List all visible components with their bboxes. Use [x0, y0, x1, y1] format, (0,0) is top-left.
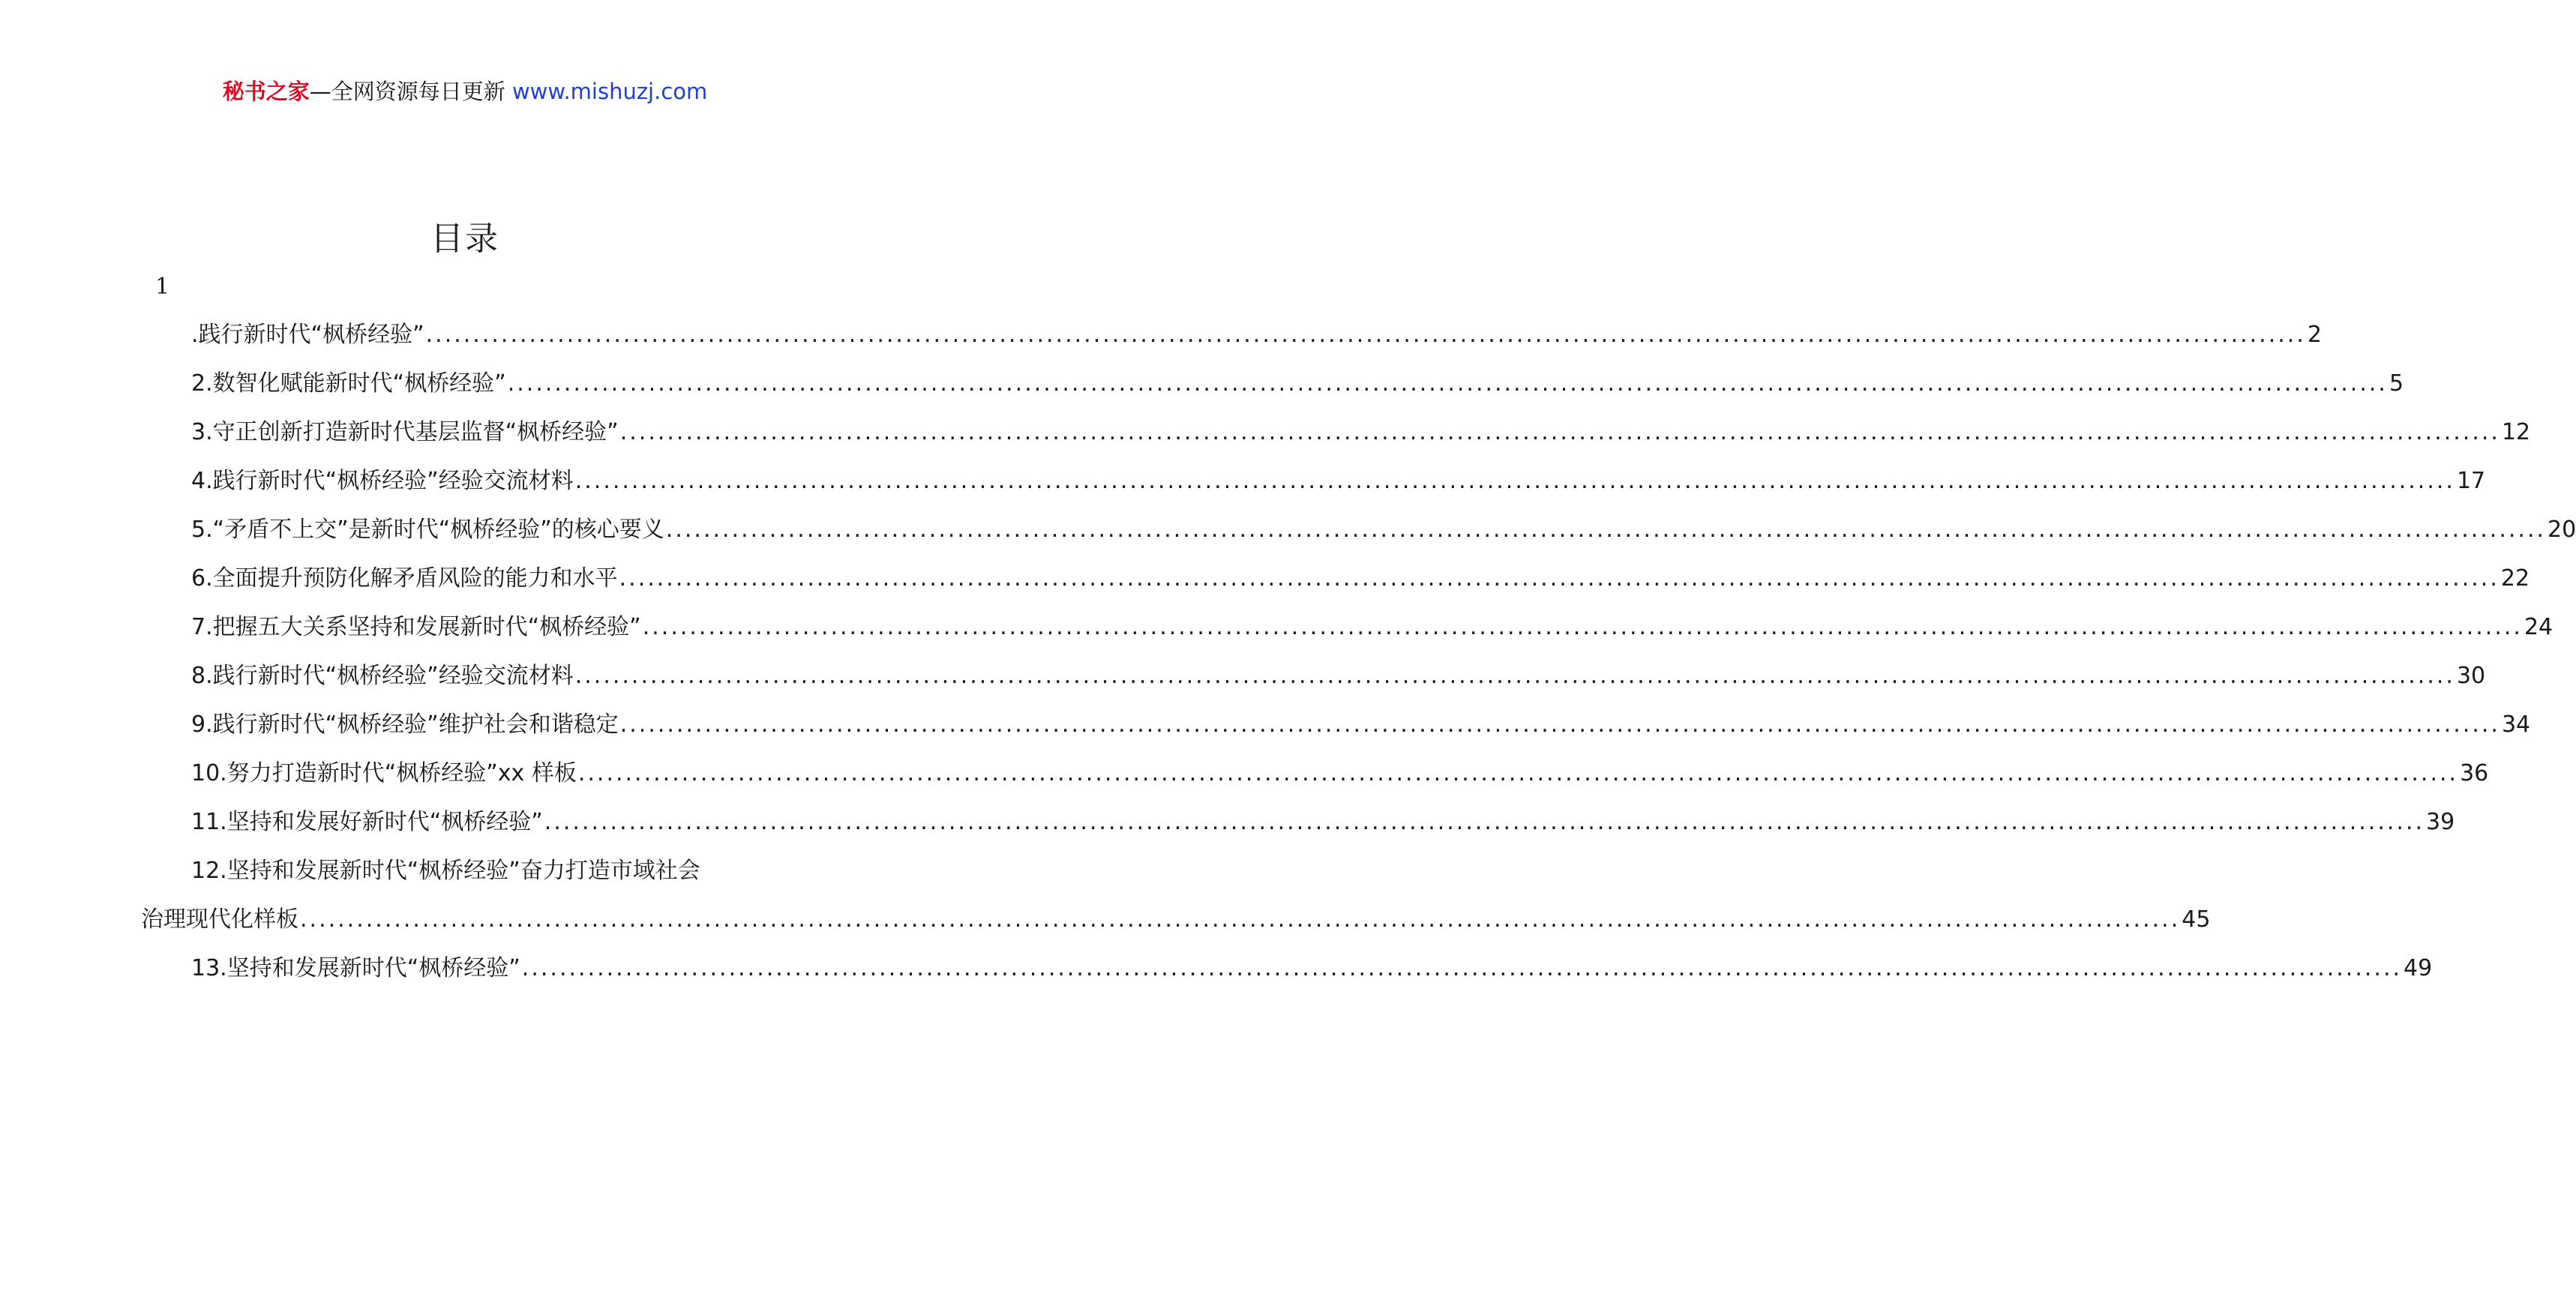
toc-entry[interactable]: [141, 613, 2554, 661]
toc-leader-dots: ........................................................................................................................................................................................................: [665, 517, 2547, 543]
table-of-contents: [141, 320, 2576, 1002]
brand-name: 秘书之家: [222, 79, 310, 104]
toc-leader-dots: ........................................................................................................................................................................................................: [619, 419, 2500, 445]
toc-entry-page: 34: [2501, 711, 2531, 738]
toc-entry-continuation[interactable]: [141, 905, 2211, 954]
toc-entry-title: 7.把握五大关系坚持和发展新时代“枫桥经验”: [191, 614, 641, 640]
toc-entry-title: 5.“矛盾不上交”是新时代“枫桥经验”的核心要义: [191, 517, 664, 543]
toc-entry-page: 39: [2426, 809, 2455, 835]
toc-entry-title: 11.坚持和发展好新时代“枫桥经验”: [191, 809, 543, 835]
toc-entry-title: .践行新时代“枫桥经验”: [191, 322, 424, 348]
toc-entry-page: 2: [2307, 322, 2322, 348]
toc-entry[interactable]: [141, 515, 2576, 564]
toc-entry[interactable]: [141, 466, 2486, 515]
toc-leader-dots: ........................................................................................................................................................................................................: [425, 322, 2306, 348]
toc-entry-page: 24: [2524, 614, 2554, 640]
toc-leader-dots: ........................................................................................................................................................................................................: [574, 663, 2455, 689]
toc-entry[interactable]: [141, 710, 2531, 759]
site-url-link[interactable]: www.mishuzj.com: [511, 79, 708, 104]
toc-entry[interactable]: [141, 661, 2486, 710]
toc-entry[interactable]: [141, 954, 2433, 1002]
header-tagline: —全网资源每日更新: [309, 79, 512, 104]
toc-entry[interactable]: [141, 564, 2530, 613]
toc-entry-page: 12: [2501, 419, 2531, 445]
toc-leader-dots: ........................................................................................................................................................................................................: [574, 468, 2455, 494]
toc-entry-page: 5: [2389, 370, 2404, 397]
toc-leader-dots: ........................................................................................................................................................................................................: [619, 711, 2500, 738]
toc-entry-page: 45: [2182, 906, 2211, 933]
toc-entry[interactable]: [141, 369, 2404, 418]
toc-entry-title: 8.践行新时代“枫桥经验”经验交流材料: [191, 663, 574, 689]
toc-entry[interactable]: [141, 418, 2531, 466]
toc-leader-dots: ........................................................................................................................................................................................................: [300, 906, 2181, 933]
toc-leader-dots: ........................................................................................................................................................................................................: [507, 370, 2388, 397]
stray-number: 1: [155, 274, 170, 300]
toc-entry[interactable]: [141, 856, 787, 905]
toc-entry-title: 12.坚持和发展新时代“枫桥经验”奋力打造市域社会: [191, 858, 700, 884]
toc-entry-page: 22: [2500, 565, 2530, 592]
toc-leader-dots: ........................................................................................................................................................................................................: [619, 565, 2500, 592]
toc-entry-page: 17: [2456, 468, 2486, 494]
toc-entry-page: 20: [2548, 517, 2576, 543]
toc-entry-title: 3.守正创新打造新时代基层监督“枫桥经验”: [191, 419, 619, 445]
toc-entry-title: 13.坚持和发展新时代“枫桥经验”: [191, 955, 520, 981]
toc-entry[interactable]: [141, 759, 2489, 807]
toc-entry-title: 6.全面提升预防化解矛盾风险的能力和水平: [191, 565, 618, 592]
toc-entry-title: 2.数智化赋能新时代“枫桥经验”: [191, 370, 506, 397]
toc-leader-dots: ........................................................................................................................................................................................................: [521, 955, 2403, 981]
toc-entry-title-continuation: 治理现代化样板: [141, 906, 298, 933]
toc-entry-title: 10.努力打造新时代“枫桥经验”xx 样板: [191, 760, 577, 786]
toc-entry-page: 36: [2460, 760, 2489, 786]
toc-leader-dots: ........................................................................................................................................................................................................: [642, 614, 2523, 640]
toc-entry-page: 49: [2404, 955, 2433, 981]
toc-entry-title: 9.践行新时代“枫桥经验”维护社会和谐稳定: [191, 711, 619, 738]
toc-entry-title: 4.践行新时代“枫桥经验”经验交流材料: [191, 468, 574, 494]
page-title: 目录: [430, 220, 499, 258]
toc-leader-dots: ........................................................................................................................................................................................................: [577, 760, 2459, 786]
toc-entry-page: 30: [2456, 663, 2486, 689]
toc-leader-dots: ........................................................................................................................................................................................................: [544, 809, 2425, 835]
site-header: [0, 78, 930, 105]
toc-entry[interactable]: [141, 807, 2455, 856]
toc-entry[interactable]: [141, 320, 2322, 369]
